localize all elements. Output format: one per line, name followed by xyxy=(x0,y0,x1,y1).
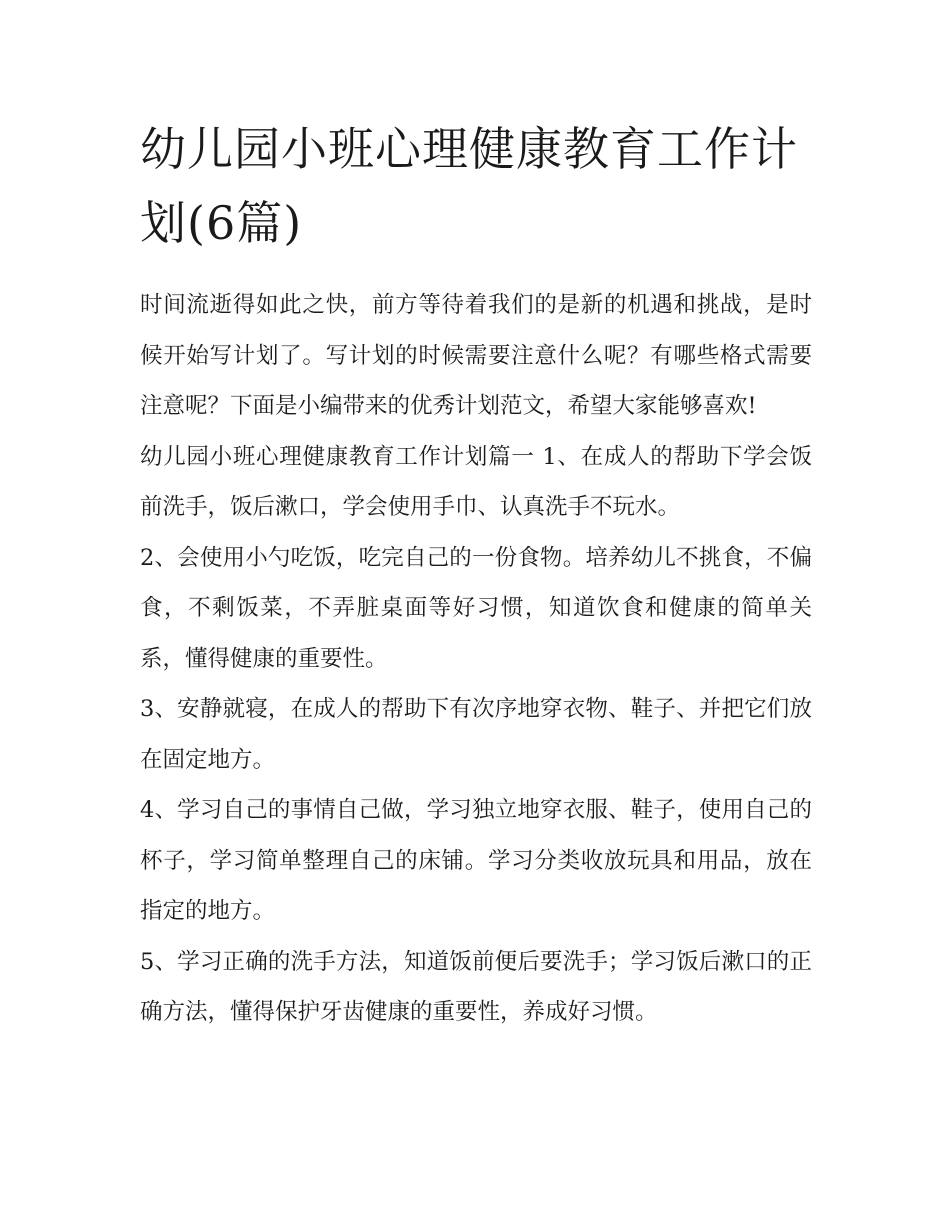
paragraph-item-5: 5、学习正确的洗手方法，知道饭前便后要洗手；学习饭后漱口的正确方法，懂得保护牙齿健康的重要性，养成好习惯。 xyxy=(140,948,812,1025)
document-title: 幼儿园小班心理健康教育工作计划(6篇) xyxy=(140,122,798,250)
paragraph-item-3: 3、安静就寝，在成人的帮助下有次序地穿衣物、鞋子、并把它们放在固定地方。 xyxy=(140,696,812,773)
paragraph-item-4: 4、学习自己的事情自己做，学习独立地穿衣服、鞋子，使用自己的杯子，学习简单整理自己的床铺。学习分类收放玩具和用品，放在指定的地方。 xyxy=(140,797,812,924)
paragraph-item-1: 幼儿园小班心理健康教育工作计划篇一 1、在成人的帮助下学会饭前洗手，饭后漱口，学会使用手巾、认真洗手不玩水。 xyxy=(140,443,812,520)
paragraph-item-2: 2、会使用小勺吃饭，吃完自己的一份食物。培养幼儿不挑食，不偏食，不剩饭菜，不弄脏桌面等好习惯，知道饮食和健康的简单关系，懂得健康的重要性。 xyxy=(140,544,812,672)
paragraph-intro: 时间流逝得如此之快，前方等待着我们的是新的机遇和挑战，是时候开始写计划了。写计划的时候需要注意什么呢？有哪些格式需要注意呢？下面是小编带来的优秀计划范文，希望大家能够喜欢! xyxy=(140,292,812,419)
document-page xyxy=(140,112,812,1038)
